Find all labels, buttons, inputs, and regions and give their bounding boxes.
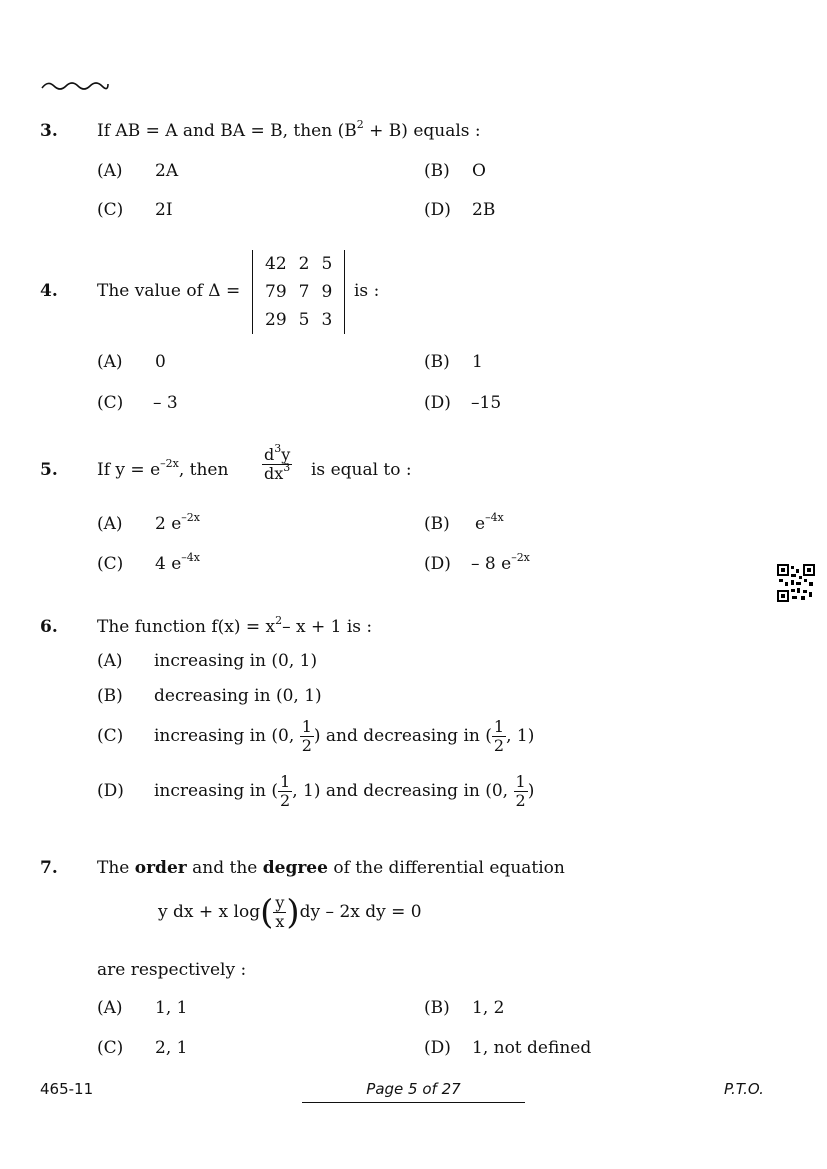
- fraction-numerator: 1: [280, 772, 291, 791]
- q3-option-c-label: (C): [97, 200, 124, 220]
- stem-text: + B) equals :: [363, 121, 481, 141]
- right-paren: ): [286, 892, 300, 933]
- q6-option-c-text: [154, 712, 534, 760]
- q4-option-a-text: 0: [155, 352, 166, 372]
- fraction-numerator: y: [275, 893, 285, 912]
- matrix-cell: 2: [298, 254, 310, 274]
- q6-option-d-label: (D): [97, 781, 124, 801]
- fraction-numerator: 1: [301, 717, 312, 736]
- stem-text: If AB = A and BA = B, then (B: [97, 121, 357, 141]
- determinant-matrix: [252, 250, 345, 334]
- option-text: increasing in (: [154, 781, 279, 801]
- question-7-stem: [97, 858, 565, 878]
- fraction-denominator: [262, 461, 292, 483]
- option-base: 2 e: [155, 514, 182, 534]
- q7-option-d-label: (D): [424, 1038, 451, 1058]
- q5-option-c-label: (C): [97, 554, 124, 574]
- matrix-cell: 5: [321, 254, 333, 274]
- stem-bold-degree: degree: [262, 858, 328, 878]
- matrix-cell: 3: [321, 310, 333, 330]
- matrix-cell: 29: [265, 310, 287, 330]
- q6-option-a-text: increasing in (0, 1): [154, 651, 318, 671]
- qr-code-icon: [777, 564, 815, 602]
- page-number: Page 5 of 27: [366, 1080, 461, 1098]
- fraction-denominator: 2: [280, 791, 291, 810]
- stem-exponent: –2x: [160, 457, 179, 470]
- q4-option-a-label: (A): [97, 352, 123, 372]
- stem-text: , then: [178, 460, 229, 480]
- q4-option-b-text: 1: [472, 352, 483, 372]
- q6-option-d-text: [154, 767, 534, 815]
- q3-option-b-label: (B): [424, 161, 450, 181]
- matrix-cell: 42: [265, 254, 287, 274]
- half-fraction: [300, 718, 314, 755]
- equation-text: dy – 2x dy = 0: [299, 902, 422, 922]
- q7-option-a-text: 1, 1: [155, 998, 188, 1018]
- question-5-number: 5.: [40, 460, 58, 480]
- q5-option-c-text: [155, 551, 200, 574]
- question-5-stem-end: is equal to :: [311, 460, 412, 480]
- wave-ornament-icon: [40, 78, 110, 94]
- q5-option-d-text: [471, 551, 530, 574]
- question-4-stem: The value of Δ =: [97, 281, 241, 301]
- q4-option-c-text: – 3: [153, 393, 178, 413]
- option-text: ) and decreasing in (: [313, 726, 492, 746]
- option-text: , 1) and decreasing in (0,: [292, 781, 509, 801]
- numerator-d: d: [264, 445, 275, 464]
- half-fraction: [492, 718, 506, 755]
- stem-text: of the differential equation: [327, 858, 565, 878]
- q6-option-b-text: decreasing in (0, 1): [154, 686, 322, 706]
- question-4-number: 4.: [40, 281, 58, 301]
- stem-exponent: 2: [356, 118, 364, 131]
- q3-option-c-text: 2I: [155, 200, 173, 220]
- question-6-number: 6.: [40, 617, 58, 637]
- denominator-exponent: 3: [283, 461, 291, 474]
- q6-option-a-label: (A): [97, 651, 123, 671]
- q5-option-b-text: [475, 511, 504, 534]
- option-exponent: –2x: [511, 551, 530, 564]
- q6-option-c-label: (C): [97, 726, 124, 746]
- q5-option-b-label: (B): [424, 514, 450, 534]
- question-7-respectively: are respectively :: [97, 960, 247, 980]
- stem-bold-order: order: [134, 858, 187, 878]
- half-fraction: [278, 773, 292, 810]
- q4-option-d-text: –15: [471, 393, 502, 413]
- differential-equation: [158, 888, 422, 937]
- option-exponent: –2x: [181, 511, 200, 524]
- fraction-numerator: 1: [515, 772, 526, 791]
- question-7-number: 7.: [40, 858, 58, 878]
- numerator-exponent: 3: [274, 442, 282, 455]
- q3-option-d-text: 2B: [472, 200, 496, 220]
- fraction-numerator: 1: [493, 717, 505, 736]
- option-exponent: –4x: [485, 511, 504, 524]
- q7-option-b-label: (B): [424, 998, 450, 1018]
- matrix-cell: 7: [298, 282, 310, 302]
- fraction-denominator: 2: [301, 736, 312, 755]
- q3-option-a-label: (A): [97, 161, 123, 181]
- half-fraction: [514, 773, 528, 810]
- q5-option-a-text: [155, 511, 200, 534]
- stem-exponent: 2: [275, 614, 283, 627]
- matrix-cell: 79: [265, 282, 287, 302]
- q7-option-d-text: 1, not defined: [472, 1038, 592, 1058]
- matrix-cell: 9: [321, 282, 333, 302]
- please-turn-over: P.T.O.: [724, 1080, 764, 1098]
- question-3-number: 3.: [40, 121, 58, 141]
- question-6-stem: [97, 614, 373, 637]
- q4-option-d-label: (D): [424, 393, 451, 413]
- fraction-denominator: 2: [515, 791, 526, 810]
- q4-option-c-label: (C): [97, 393, 124, 413]
- q5-option-a-label: (A): [97, 514, 123, 534]
- question-5-stem: [97, 457, 229, 480]
- equation-text: y dx + x log: [158, 902, 261, 922]
- option-text: , 1): [506, 726, 535, 746]
- footer-rule: [302, 1102, 525, 1103]
- q7-option-b-text: 1, 2: [472, 998, 505, 1018]
- q3-option-d-label: (D): [424, 200, 451, 220]
- question-3-stem: [97, 118, 481, 141]
- matrix-cell: 5: [298, 310, 310, 330]
- q3-option-a-text: 2A: [155, 161, 179, 181]
- stem-text: and the: [186, 858, 263, 878]
- stem-text: The function f(x) = x: [97, 617, 276, 637]
- q7-option-c-text: 2, 1: [155, 1038, 188, 1058]
- option-exponent: –4x: [181, 551, 200, 564]
- q4-option-b-label: (B): [424, 352, 450, 372]
- numerator-y: y: [281, 445, 291, 464]
- option-base: – 8 e: [471, 554, 512, 574]
- option-text: ): [527, 781, 535, 801]
- paper-code: 465-11: [40, 1080, 94, 1098]
- stem-text: If y = e: [97, 460, 161, 480]
- fraction-denominator: x: [275, 912, 285, 931]
- third-derivative-fraction: [262, 442, 292, 483]
- q7-option-a-label: (A): [97, 998, 123, 1018]
- q7-option-c-label: (C): [97, 1038, 124, 1058]
- q5-option-d-label: (D): [424, 554, 451, 574]
- fraction-denominator: 2: [493, 736, 505, 755]
- option-base: e: [475, 514, 486, 534]
- left-paren: (: [260, 892, 274, 933]
- denominator-dx: dx: [264, 464, 284, 483]
- stem-text: – x + 1 is :: [282, 617, 373, 637]
- option-base: 4 e: [155, 554, 182, 574]
- stem-text: The: [97, 858, 135, 878]
- y-over-x-fraction: [273, 894, 286, 931]
- option-text: increasing in (0,: [154, 726, 295, 746]
- q3-option-b-text: O: [472, 161, 486, 181]
- q6-option-b-label: (B): [97, 686, 123, 706]
- question-4-stem-end: is :: [354, 281, 380, 301]
